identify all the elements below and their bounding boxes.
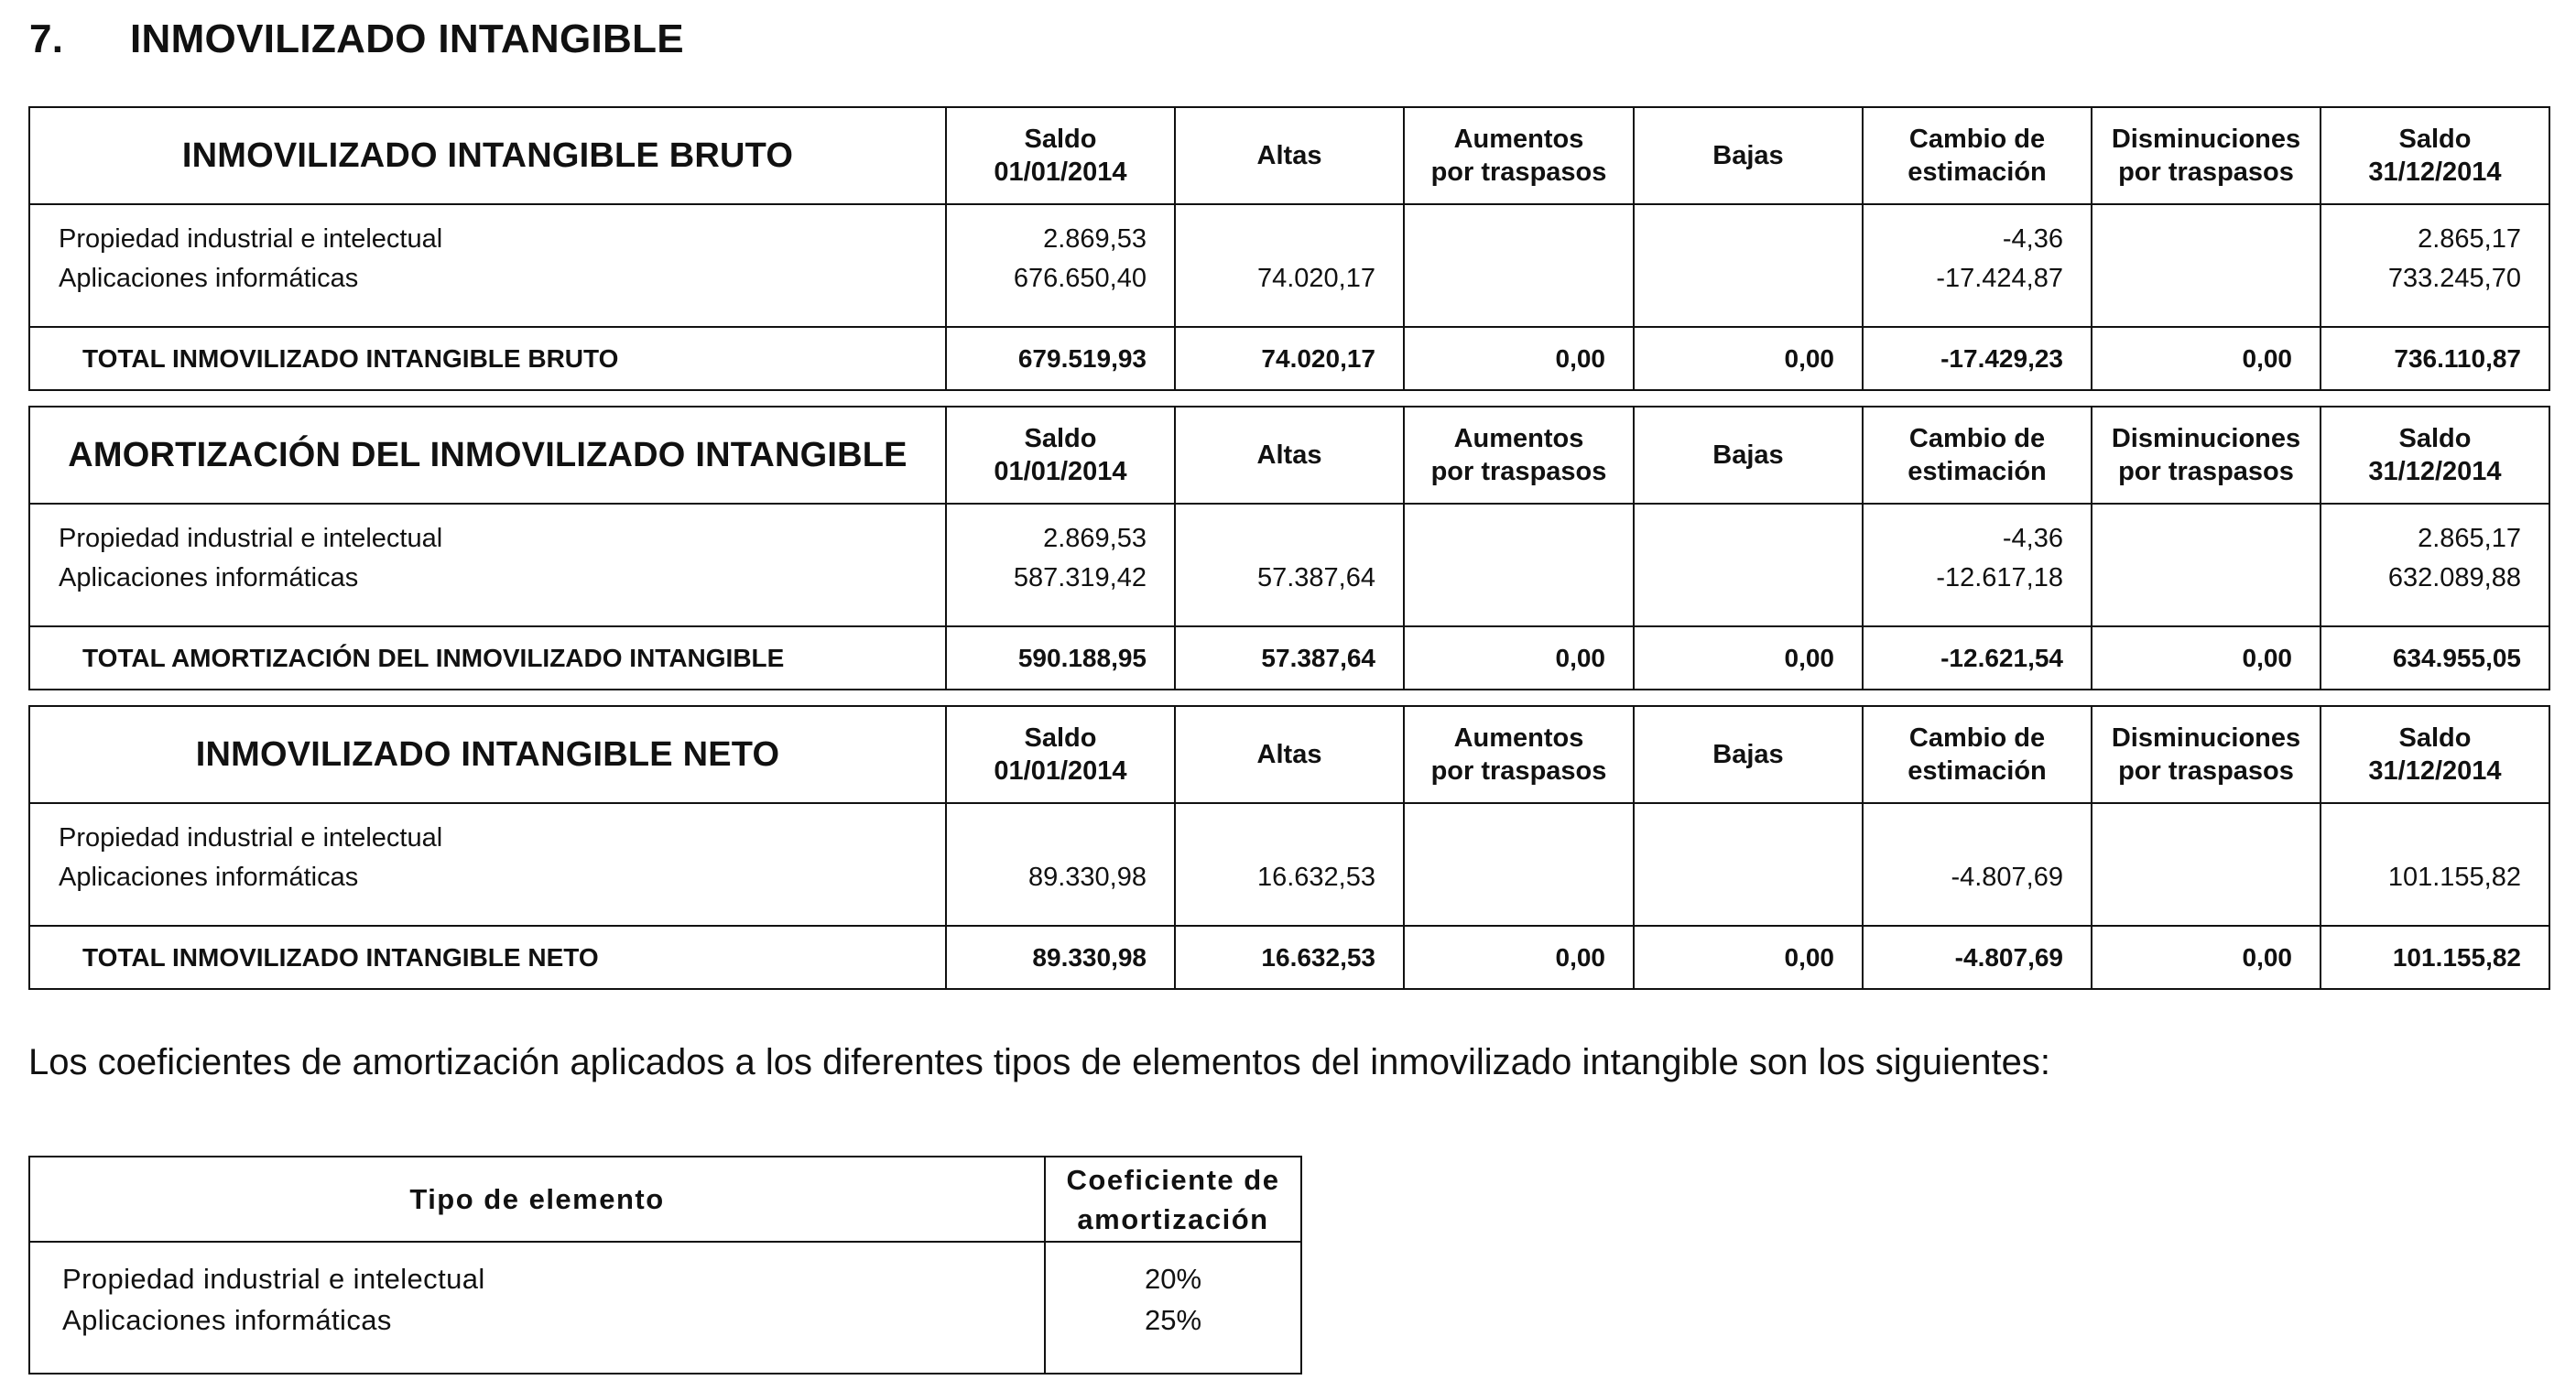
row-value: 2.869,53 <box>1043 224 1147 254</box>
column-header-bajas <box>1634 706 1863 803</box>
column-header-line: por traspasos <box>1430 158 1607 187</box>
row-labels-cell <box>29 504 946 626</box>
value-cell-saldo-inicial <box>946 803 1175 926</box>
column-header-line: Saldo <box>2398 424 2472 453</box>
column-header-cambio-estimacion <box>1863 407 2092 504</box>
column-header-line: estimación <box>1908 756 2047 786</box>
column-header-line: estimación <box>1908 457 2047 486</box>
column-header-disminuciones-traspasos <box>2092 706 2321 803</box>
column-header-saldo-inicial <box>946 407 1175 504</box>
total-value-aumentos-traspasos: 0,00 <box>1404 626 1634 690</box>
row-value <box>1635 559 1834 598</box>
row-value: 101.155,82 <box>2387 863 2521 892</box>
column-header-saldo-final <box>2321 706 2549 803</box>
column-header-line: por traspasos <box>1430 457 1607 486</box>
row-value <box>1635 858 1834 897</box>
total-value-saldo-inicial: 590.188,95 <box>946 626 1175 690</box>
row-value: -4.807,69 <box>1951 863 2063 892</box>
row-value <box>2092 858 2292 897</box>
total-value-disminuciones-traspasos: 0,00 <box>2092 327 2321 390</box>
row-value: -4,36 <box>2002 224 2063 254</box>
total-value-saldo-final: 634.955,05 <box>2321 626 2549 690</box>
movement-table <box>28 705 2550 990</box>
column-header-line: Bajas <box>1712 740 1784 769</box>
column-header-line: Disminuciones <box>2111 723 2301 753</box>
row-value <box>2321 819 2521 858</box>
row-value: 587.319,42 <box>1013 563 1147 592</box>
column-header-line: Saldo <box>1024 125 1097 154</box>
row-value: 57.387,64 <box>1256 563 1375 592</box>
header-coeficiente-line-2: amortización <box>1077 1202 1269 1235</box>
movement-table <box>28 106 2550 391</box>
row-value: 16.632,53 <box>1256 863 1375 892</box>
value-cell-bajas <box>1634 803 1863 926</box>
row-labels-cell <box>29 803 946 926</box>
row-value <box>1405 220 1605 259</box>
row-label: Aplicaciones informáticas <box>59 264 359 293</box>
row-value <box>2092 220 2292 259</box>
column-header-bajas <box>1634 407 1863 504</box>
row-value <box>1635 259 1834 299</box>
column-header-line: 01/01/2014 <box>994 756 1127 786</box>
row-value <box>1405 259 1605 299</box>
header-coeficiente-line-1: Coeficiente de <box>1066 1163 1280 1196</box>
total-label: TOTAL INMOVILIZADO INTANGIBLE NETO <box>29 926 946 989</box>
total-value-altas: 74.020,17 <box>1175 327 1404 390</box>
column-header-altas <box>1175 407 1404 504</box>
column-header-line: Saldo <box>1024 723 1097 753</box>
column-header-line: 31/12/2014 <box>2368 756 2502 786</box>
value-cell-bajas <box>1634 504 1863 626</box>
movement-table <box>28 406 2550 690</box>
column-header-line: Saldo <box>1024 424 1097 453</box>
column-header-saldo-final <box>2321 107 2549 204</box>
row-value <box>1635 819 1834 858</box>
row-value <box>2092 259 2292 299</box>
value-cell-cambio-estimacion <box>1863 803 2092 926</box>
row-value <box>1176 220 1375 259</box>
value-cell-aumentos-traspasos <box>1404 504 1634 626</box>
column-header-aumentos-traspasos <box>1404 107 1634 204</box>
section-heading <box>29 16 684 62</box>
row-value <box>2092 519 2292 559</box>
table-title: AMORTIZACIÓN DEL INMOVILIZADO INTANGIBLE <box>29 407 946 504</box>
value-cell-aumentos-traspasos <box>1404 803 1634 926</box>
row-value: 2.865,17 <box>2418 224 2521 254</box>
coefficients-intro-paragraph: Los coeficientes de amortización aplicados a los diferentes tipos de elementos del inmovilizado intangible son los siguientes: <box>28 1042 2050 1082</box>
row-value <box>1176 819 1375 858</box>
column-header-line: 31/12/2014 <box>2368 457 2502 486</box>
column-header-cambio-estimacion <box>1863 706 2092 803</box>
header-coeficiente <box>1045 1157 1301 1242</box>
table-title: INMOVILIZADO INTANGIBLE NETO <box>29 706 946 803</box>
value-cell-saldo-inicial <box>946 204 1175 327</box>
value-cell-cambio-estimacion <box>1863 504 2092 626</box>
row-value: 733.245,70 <box>2387 264 2521 293</box>
value-cell-altas <box>1175 803 1404 926</box>
row-label: Propiedad industrial e intelectual <box>59 224 443 254</box>
column-header-line: 01/01/2014 <box>994 158 1127 187</box>
row-label: Propiedad industrial e intelectual <box>59 524 443 553</box>
column-header-line: Cambio de <box>1908 125 2046 154</box>
row-value: 2.865,17 <box>2418 524 2521 553</box>
row-label: Aplicaciones informáticas <box>59 563 359 592</box>
element-type-label: Aplicaciones informáticas <box>62 1304 392 1336</box>
row-value: 676.650,40 <box>1013 264 1147 293</box>
total-value-aumentos-traspasos: 0,00 <box>1404 327 1634 390</box>
column-header-line: estimación <box>1908 158 2047 187</box>
row-value <box>1405 519 1605 559</box>
column-header-line: Cambio de <box>1908 723 2046 753</box>
row-value: 2.869,53 <box>1043 524 1147 553</box>
total-label: TOTAL AMORTIZACIÓN DEL INMOVILIZADO INTANGIBLE <box>29 626 946 690</box>
column-header-line: por traspasos <box>1430 756 1607 786</box>
total-value-saldo-final: 736.110,87 <box>2321 327 2549 390</box>
total-value-disminuciones-traspasos: 0,00 <box>2092 626 2321 690</box>
total-value-aumentos-traspasos: 0,00 <box>1404 926 1634 989</box>
header-tipo-elemento: Tipo de elemento <box>29 1157 1045 1242</box>
column-header-line: Aumentos <box>1453 424 1584 453</box>
value-cell-altas <box>1175 504 1404 626</box>
value-cell-disminuciones-traspasos <box>2092 204 2321 327</box>
column-header-line: Saldo <box>2398 125 2472 154</box>
row-value <box>1405 858 1605 897</box>
column-header-line: Aumentos <box>1453 125 1584 154</box>
column-header-line: Disminuciones <box>2111 125 2301 154</box>
value-cell-altas <box>1175 204 1404 327</box>
total-row <box>29 926 2549 989</box>
row-value: -12.617,18 <box>1936 563 2063 592</box>
column-header-line: Disminuciones <box>2111 424 2301 453</box>
total-value-bajas: 0,00 <box>1634 327 1863 390</box>
coefficient-value: 25% <box>1144 1304 1202 1336</box>
column-header-line: 01/01/2014 <box>994 457 1127 486</box>
total-value-disminuciones-traspasos: 0,00 <box>2092 926 2321 989</box>
column-header-line: por traspasos <box>2118 158 2294 187</box>
table-title: INMOVILIZADO INTANGIBLE BRUTO <box>29 107 946 204</box>
row-label: Aplicaciones informáticas <box>59 863 359 892</box>
column-header-disminuciones-traspasos <box>2092 107 2321 204</box>
coefficient-cell <box>1045 1242 1301 1374</box>
row-value <box>1864 819 2063 858</box>
value-cell-disminuciones-traspasos <box>2092 504 2321 626</box>
value-cell-cambio-estimacion <box>1863 204 2092 327</box>
row-value: 89.330,98 <box>1027 863 1147 892</box>
total-row <box>29 327 2549 390</box>
row-value <box>1176 519 1375 559</box>
value-cell-disminuciones-traspasos <box>2092 803 2321 926</box>
column-header-line: por traspasos <box>2118 756 2294 786</box>
total-value-altas: 57.387,64 <box>1175 626 1404 690</box>
row-value: 632.089,88 <box>2387 563 2521 592</box>
row-label: Propiedad industrial e intelectual <box>59 823 443 853</box>
column-header-line: Aumentos <box>1453 723 1584 753</box>
column-header-line: 31/12/2014 <box>2368 158 2502 187</box>
column-header-saldo-inicial <box>946 107 1175 204</box>
total-value-saldo-inicial: 679.519,93 <box>946 327 1175 390</box>
total-value-cambio-estimacion: -12.621,54 <box>1863 626 2092 690</box>
column-header-line: Bajas <box>1712 141 1784 170</box>
total-value-altas: 16.632,53 <box>1175 926 1404 989</box>
section-title: INMOVILIZADO INTANGIBLE <box>130 16 684 61</box>
column-header-aumentos-traspasos <box>1404 706 1634 803</box>
column-header-disminuciones-traspasos <box>2092 407 2321 504</box>
total-value-bajas: 0,00 <box>1634 926 1863 989</box>
column-header-cambio-estimacion <box>1863 107 2092 204</box>
row-labels-cell <box>29 204 946 327</box>
total-value-cambio-estimacion: -17.429,23 <box>1863 327 2092 390</box>
total-value-cambio-estimacion: -4.807,69 <box>1863 926 2092 989</box>
column-header-altas <box>1175 107 1404 204</box>
coefficients-table <box>28 1156 1302 1375</box>
column-header-line: Altas <box>1256 740 1322 769</box>
element-type-label: Propiedad industrial e intelectual <box>62 1263 485 1295</box>
column-header-line: Saldo <box>2398 723 2472 753</box>
total-value-bajas: 0,00 <box>1634 626 1863 690</box>
column-header-line: Altas <box>1256 141 1322 170</box>
column-header-line: Altas <box>1256 440 1322 470</box>
row-value: -4,36 <box>2002 524 2063 553</box>
value-cell-saldo-final <box>2321 803 2549 926</box>
column-header-saldo-final <box>2321 407 2549 504</box>
value-cell-saldo-final <box>2321 204 2549 327</box>
total-row <box>29 626 2549 690</box>
value-cell-saldo-inicial <box>946 504 1175 626</box>
total-label: TOTAL INMOVILIZADO INTANGIBLE BRUTO <box>29 327 946 390</box>
column-header-line: Cambio de <box>1908 424 2046 453</box>
column-header-bajas <box>1634 107 1863 204</box>
total-value-saldo-final: 101.155,82 <box>2321 926 2549 989</box>
row-value <box>1405 559 1605 598</box>
column-header-saldo-inicial <box>946 706 1175 803</box>
row-value <box>1635 519 1834 559</box>
row-value <box>1635 220 1834 259</box>
row-value <box>2092 819 2292 858</box>
row-value <box>2092 559 2292 598</box>
value-cell-saldo-final <box>2321 504 2549 626</box>
row-value: 74.020,17 <box>1256 264 1375 293</box>
column-header-line: Bajas <box>1712 440 1784 470</box>
row-value <box>1405 819 1605 858</box>
element-type-cell <box>29 1242 1045 1374</box>
column-header-altas <box>1175 706 1404 803</box>
coefficient-value: 20% <box>1144 1263 1202 1295</box>
row-value: -17.424,87 <box>1936 264 2063 293</box>
section-number: 7. <box>29 16 64 61</box>
row-value <box>947 819 1147 858</box>
column-header-line: por traspasos <box>2118 457 2294 486</box>
total-value-saldo-inicial: 89.330,98 <box>946 926 1175 989</box>
value-cell-aumentos-traspasos <box>1404 204 1634 327</box>
value-cell-bajas <box>1634 204 1863 327</box>
column-header-aumentos-traspasos <box>1404 407 1634 504</box>
